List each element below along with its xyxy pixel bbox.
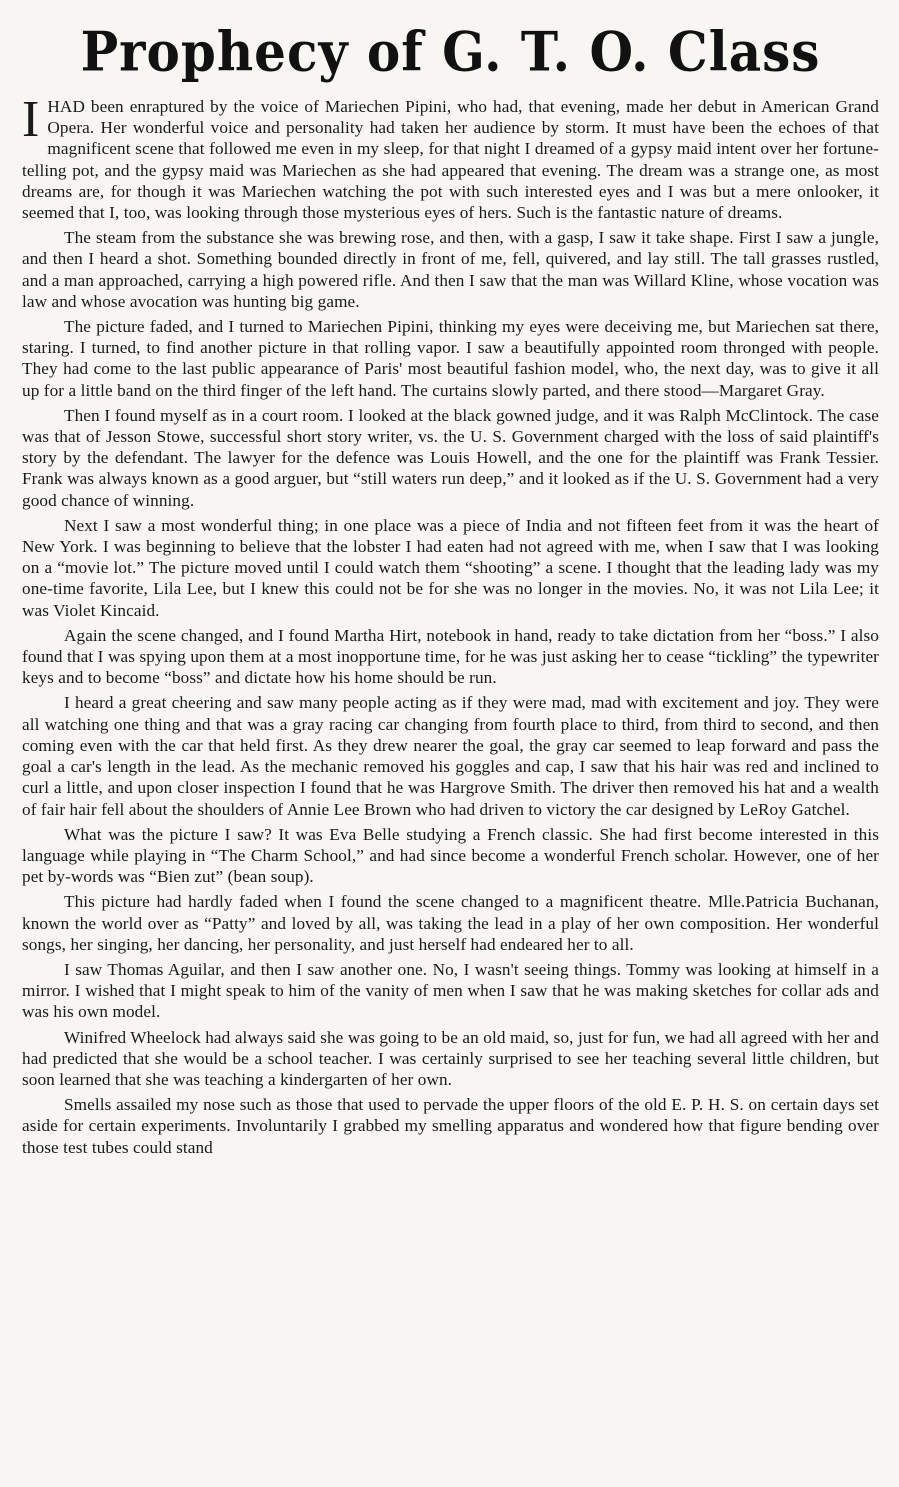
paragraph-1-text: HAD been enraptured by the voice of Mariechen Pipini, who had, that evening, made her debut in American Grand Opera. Her wonderful voice and personality had taken her audience by storm. It must have been the echoes of that magnificent scene that followed me even in my sleep, for that night I dreamed of a gypsy maid intent over her fortune-telling pot, and the gypsy maid was Mariechen as she had appeared that evening. The dream was a strange one, as most dreams are, for though it was Mariechen watching the pot with such interested eyes and I was but a mere onlooker, it seemed that I, too, was looking through those mysterious eyes of hers. Such is the fantastic nature of dreams. (22, 97, 879, 223)
paragraph-4: Then I found myself as in a court room. I looked at the black gowned judge, and it was Ralph McClintock. The case was that of Jesson Stowe, successful short story writer, vs. the U. S. Government charged with the loss of said plaintiff's story by the defendant. The lawyer for the defence was Louis Howell, and the one for the plaintiff was Frank Tessier. Frank was always known as a good arguer, but “still waters run deep,” and it looked as if the U. S. Government had a very good chance of winning. (22, 405, 879, 510)
paragraph-3: The picture faded, and I turned to Mariechen Pipini, thinking my eyes were deceiving me, but Mariechen sat there, staring. I turned, to find another picture in that rolling vapor. I saw a beautifully appointed room thronged with people. They had come to the last public appearance of Paris' most beautiful fashion model, who, the next day, was to give it all up for a little band on the third finger of the left hand. The curtains slowly parted, and there stood—Margaret Gray. (22, 317, 879, 400)
paragraph-6: Again the scene changed, and I found Martha Hirt, notebook in hand, ready to take dictation from her “boss.” I also found that I was spying upon them at a most inopportune time, for he was just asking her to cease “tickling” the typewriter keys and to become “boss” and dictate how his home should be run. (22, 625, 879, 688)
paragraph-11: Winifred Wheelock had always said she was going to be an old maid, so, just for fun, we had all agreed with her and had predicted that she would be a school teacher. I was certainly surprised to see her teaching several little children, but soon learned that she was teaching a kindergarten of her own. (22, 1027, 879, 1089)
drop-cap: I (22, 91, 40, 148)
paragraph-5: Next I saw a most wonderful thing; in one place was a piece of India and not fifteen feet from it was the heart of New York. I was beginning to believe that the lobster I had eaten had not agreed with me, when I saw that I was looking on a “movie lot.” The picture moved until I could watch them “shooting” a scene. I thought that the leading lady was my one-time favorite, Lila Lee, but I knew this could not be for she was no longer in the movies. No, it was not Lila Lee; it was Violet Kincaid. (22, 515, 879, 620)
page-title: Prophecy of G. T. O. Class (80, 19, 821, 84)
paragraph-1 (22, 91, 879, 223)
paragraph-12: Smells assailed my nose such as those that used to pervade the upper floors of the old E. P. H. S. on certain days set aside for certain experiments. Involuntarily I grabbed my smelling apparatus and wondered how that figure bending over those test tubes could stand (22, 1095, 879, 1157)
paragraph-2: The steam from the substance she was brewing rose, and then, with a gasp, I saw it take shape. First I saw a jungle, and then I heard a shot. Something bounded directly in front of me, fell, quivered, and lay still. The tall grasses rustled, and a man approached, carrying a high powered rifle. And then I saw that the man was Willard Kline, whose vocation was law and whose avocation was hunting big game. (22, 228, 879, 311)
paragraph-8: What was the picture I saw? It was Eva Belle studying a French classic. She had first become interested in this language while playing in “The Charm School,” and had since become a wonderful French scholar. However, one of her pet by-words was “Bien zut” (bean soup). (22, 824, 879, 887)
paragraph-7: I heard a great cheering and saw many people acting as if they were mad, mad with excitement and joy. They were all watching one thing and that was a gray racing car changing from fourth place to third, from third to second, and then coming even with the car that held first. As they drew nearer the goal, the gray car seemed to leap forward and pass the goal a car's length in the lead. As the mechanic removed his goggles and cap, I saw that his hair was red and inclined to curl a little, and upon closer inspection I found that he was Hargrove Smith. The driver then removed his hat and a wealth of fair hair fell about the shoulders of Annie Lee Brown who had driven to victory the car designed by LeRoy Gatchel. (22, 693, 879, 819)
paragraph-10: I saw Thomas Aguilar, and then I saw another one. No, I wasn't seeing things. Tommy was looking at himself in a mirror. I wished that I might speak to him of the vanity of men when I saw that he was making sketches for collar ads and was his own model. (22, 959, 879, 1022)
paragraph-9: This picture had hardly faded when I found the scene changed to a magnificent theatre. Mlle.Patricia Buchanan, known the world over as “Patty” and loved by all, was taking the lead in a play of her own composition. Her wonderful songs, her singing, her dancing, her personality, and just herself had endeared her to all. (22, 892, 879, 954)
